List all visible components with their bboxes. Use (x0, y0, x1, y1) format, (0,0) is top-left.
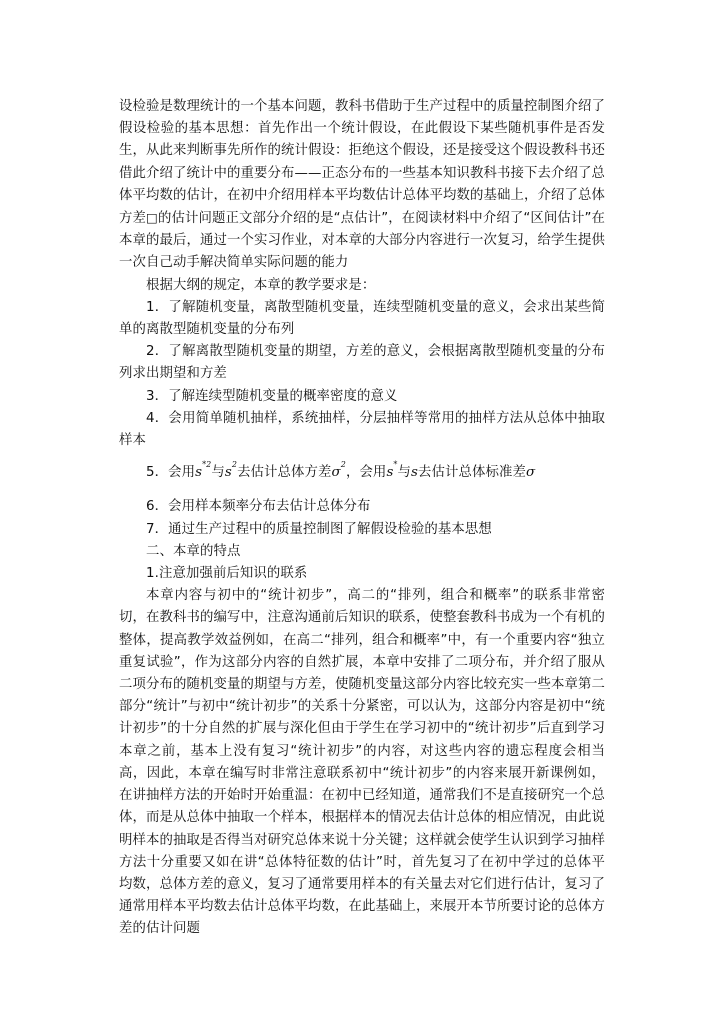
formula-sigma: σ (525, 465, 536, 481)
requirement-6: 6．会用样本频率分布去估计总体分布 (146, 499, 371, 515)
document-body (119, 96, 605, 941)
formula-s: s (411, 465, 419, 481)
requirements-intro: 根据大纲的规定，本章的教学要求是： (146, 277, 376, 293)
formula-s-star: s* (386, 460, 398, 481)
missing-symbol-placeholder: □ (146, 210, 158, 226)
section-heading: 二、本章的特点 (146, 543, 241, 559)
requirement-2: 2．了解离散型随机变量的期望，方差的意义，会根据离散型随机变量的分布列求出期望和方差 (119, 344, 605, 382)
formula-s-star-squared: $s^{*2}$ (195, 460, 212, 481)
subsection-heading: 1.注意加强前后知识的联系 (146, 566, 308, 582)
requirement-3: 3．了解连续型随机变量的概率密度的意义 (146, 388, 398, 404)
formula-sigma-squared: $\sigma^2$ (331, 460, 346, 481)
requirement-4: 4．会用简单随机抽样，系统抽样，分层抽样等常用的抽样方法从总体中抽取样本 (119, 410, 605, 449)
requirement-1: 1．了解随机变量，离散型随机变量，连续型随机变量的意义，会求出某些简单的离散型随机变量的分布列 (119, 299, 605, 338)
body-paragraph: 本章内容与初中的“统计初步”，高二的“排列，组合和概率”的联系非常密切，在教科书的编写中，注意沟通前后知识的联系，使整套教科书成为一个有机的整体，提高教学效益例如，在高二“排列，组合和概率”中，有一个重要内容“独立重复试验”，作为这部分内容的自然扩展，本章中安排了二项分布，并介绍了服从二项分布的随机变量的期望与方差，使随机变量这部分内容比较充实一些本章第二部分“统计”与初中“统计初步”的关系十分紧密，可以认为，这部分内容是初中“统计初步”的十分自然的扩展与深化但由于学生在学习初中的“统计初步”后直到学习本章之前，基本上没有复习“统计初步”的内容，对这些内容的遗忘程度会相当高，因此，本章在编写时非常注意联系初中“统计初步”的内容来展开新课例如，在讲抽样方法的开始时开始重温：在初中已经知道，通常我们不是直接研究一个总体，而是从总体中抽取一个样本，根据样本的情况去估计总体的相应情况，由此说明样本的抽取是否得当对研究总体来说十分关键；这样就会使学生认识到学习抽样方法十分重要又如在讲“总体特征数的估计”时，首先复习了在初中学过的总体平均数，总体方差的意义，复习了通常要用样本的有关量去对它们进行估计，复习了通常用样本平均数去估计总体平均数，在此基础上，来展开本节所要讨论的总体方差的估计问题 (119, 588, 605, 937)
requirement-5: 5．会用$s^{*2}$与$s^2$去估计总体方差$\sigma^2$，会用s*与s去估计总体标准差σ (146, 460, 536, 481)
formula-s-squared: $s^2$ (224, 460, 238, 481)
requirement-7: 7．通过生产过程中的质量控制图了解假设检验的基本思想 (146, 521, 492, 537)
intro-paragraph: 设检验是数理统计的一个基本问题，教科书借助于生产过程中的质量控制图介绍了假设检验的基本思想：首先作出一个统计假设，在此假设下某些随机事件是否发生，从此来判断事先所作的统计假设：拒绝这个假设，还是接受这个假设教科书还借此介绍了统计中的重要分布——正态分布的一些基本知识教科书接下去介绍了总体平均数的估计，在初中介绍用样本平均数估计总体平均数的基础上，介绍了总体方差□的估计问题正文部分介绍的是“点估计”，在阅读材料中介绍了“区间估计”在本章的最后，通过一个实习作业，对本章的大部分内容进行一次复习，给学生提供一次自己动手解决简单实际问题的能力 (119, 99, 605, 271)
